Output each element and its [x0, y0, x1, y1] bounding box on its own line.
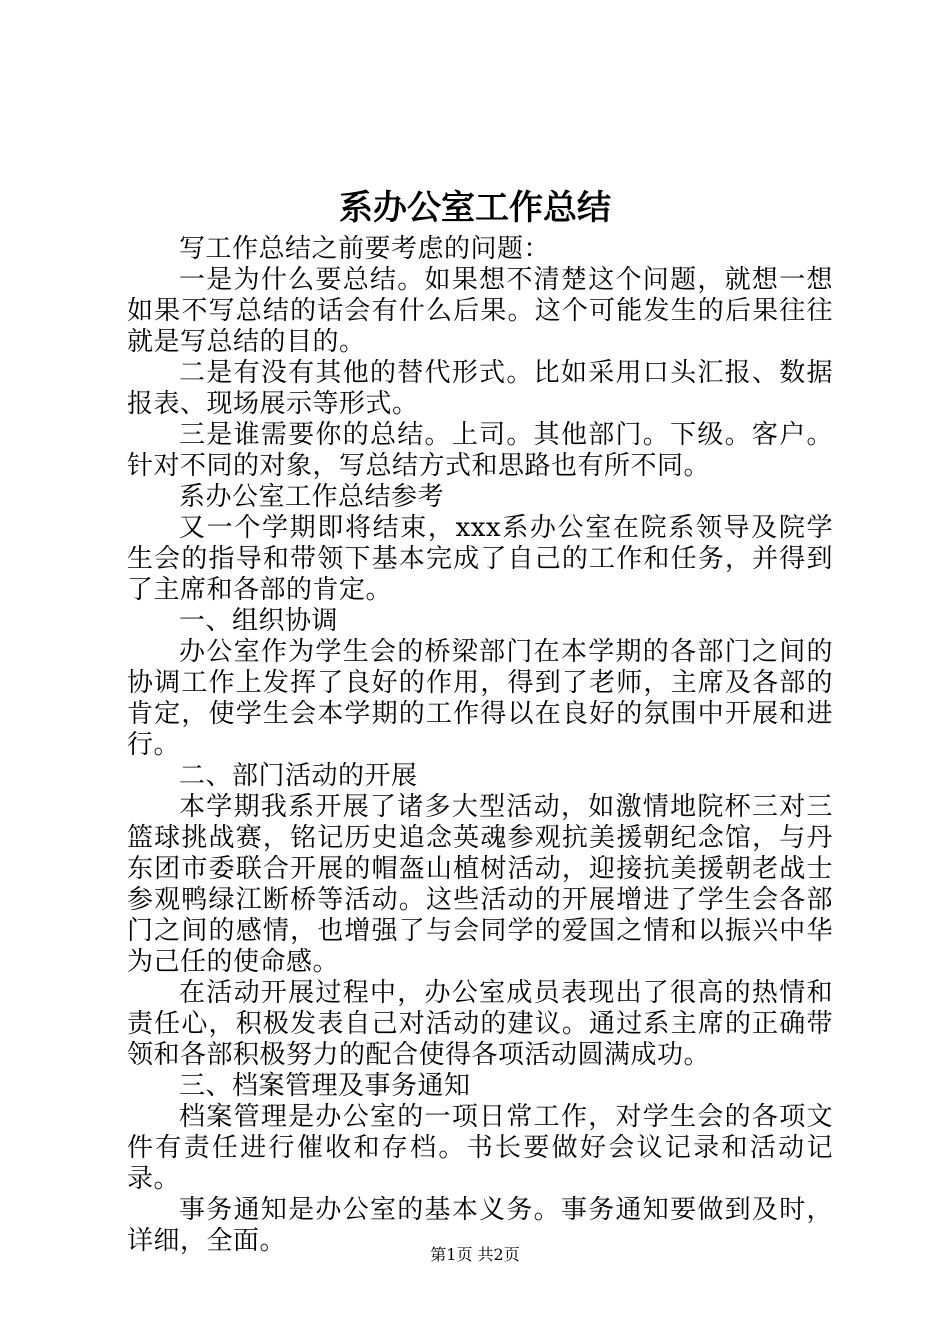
document-body	[127, 234, 833, 1257]
paragraph: 本学期我系开展了诸多大型活动，如激情地院杯三对三篮球挑战赛，铭记历史追念英魂参观抗美援朝纪念馆，与丹东团市委联合开展的帽盔山植树活动，迎接抗美援朝老战士参观鸭绿江断桥等活动。这些活动的开展增进了学生会各部门之间的感情，也增强了与会同学的爱国之情和以振兴中华为己任的使命感。	[127, 792, 833, 977]
paragraph: 写工作总结之前要考虑的问题：	[179, 234, 551, 264]
paragraph: 在活动开展过程中，办公室成员表现出了很高的热情和责任心，积极发表自己对活动的建议。通过系主席的正确带领和各部积极努力的配合使得各项活动圆满成功。	[127, 978, 833, 1070]
section-heading: 二、部门活动的开展	[179, 761, 418, 791]
paragraph: 事务通知是办公室的基本义务。事务通知要做到及时，详细，全面。	[127, 1195, 833, 1256]
paragraph: 一是为什么要总结。如果想不清楚这个问题，就想一想如果不写总结的话会有什么后果。这个可能发生的后果往往就是写总结的目的。	[127, 265, 833, 357]
section-heading: 三、档案管理及事务通知	[179, 1071, 471, 1101]
paragraph: 二是有没有其他的替代形式。比如采用口头汇报、数据报表、现场展示等形式。	[127, 358, 833, 419]
page-footer: 第1页 共2页	[430, 1245, 520, 1264]
paragraph: 又一个学期即将结束，xxx系办公室在院系领导及院学生会的指导和带领下基本完成了自己的工作和任务，并得到了主席和各部的肯定。	[127, 513, 833, 605]
paragraph: 档案管理是办公室的一项日常工作，对学生会的各项文件有责任进行催收和存档。书长要做好会议记录和活动记录。	[127, 1102, 833, 1194]
paragraph: 办公室作为学生会的桥梁部门在本学期的各部门之间的协调工作上发挥了良好的作用，得到了老师，主席及各部的肯定，使学生会本学期的工作得以在良好的氛围中开展和进行。	[127, 637, 833, 760]
section-heading: 系办公室工作总结参考	[179, 482, 445, 512]
paragraph: 三是谁需要你的总结。上司。其他部门。下级。客户。针对不同的对象，写总结方式和思路也有所不同。	[127, 420, 833, 481]
document-title: 系办公室工作总结	[339, 188, 611, 228]
section-heading: 一、组织协调	[179, 606, 339, 636]
